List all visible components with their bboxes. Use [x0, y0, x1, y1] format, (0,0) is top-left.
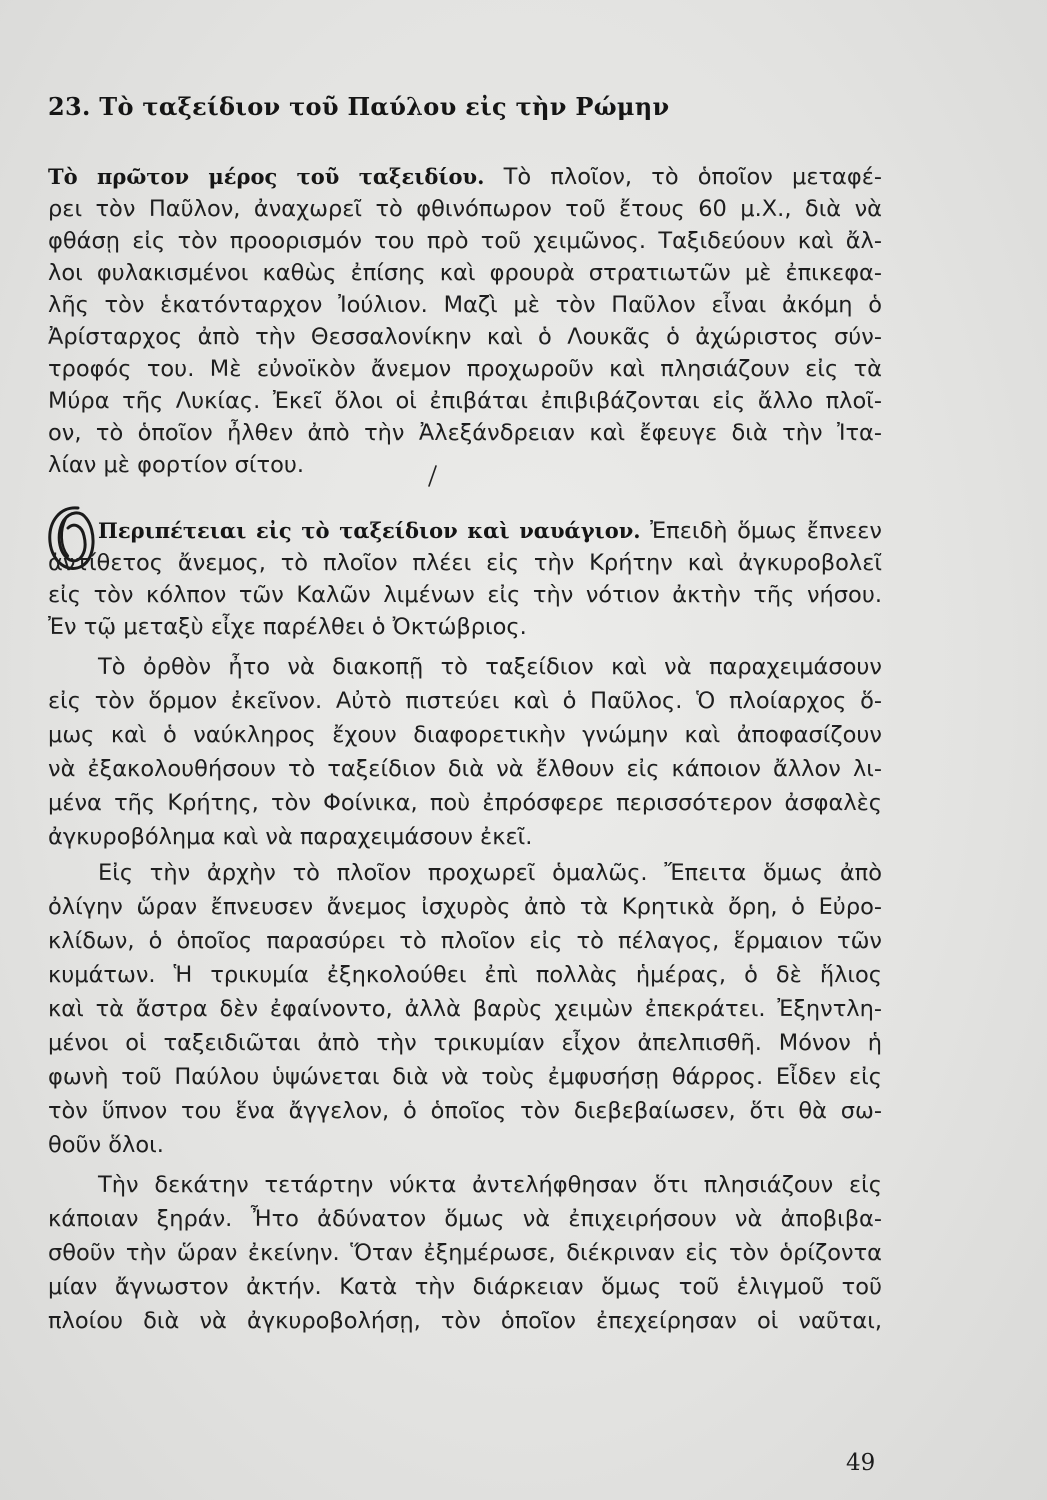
text-line: ρει τὸν Παῦλον, ἀναχωρεῖ τὸ φθινόπωρον τοῦ ἔτους 60 μ.Χ., διὰ νὰ [48, 196, 882, 222]
text-line: Ἐν τῷ μεταξὺ εἶχε παρέλθει ὁ Ὀκτώβριος. [48, 614, 527, 640]
text-line: νὰ ἐξακολουθήσουν τὸ ταξείδιον διὰ νὰ ἔλθουν εἰς κάποιον ἄλλον λι- [48, 756, 882, 782]
text-line: ον, τὸ ὁποῖον ἦλθεν ἀπὸ τὴν Ἀλεξάνδρειαν καὶ ἔφευγε διὰ τὴν Ἰτα- [48, 420, 882, 446]
text-line: εἰς τὸν κόλπον τῶν Καλῶν λιμένων εἰς τὴν νότιον ἀκτὴν τῆς νήσου. [48, 582, 882, 608]
text-line: κλίδων, ὁ ὁποῖος παρασύρει τὸ πλοῖον εἰς τὸ πέλαγος, ἕρμαιον τῶν [48, 928, 882, 954]
section2-first-line-text: Ἐπειδὴ ὅμως ἔπνεεν [640, 518, 882, 544]
text-line: τροφός του. Μὲ εὐνοϊκὸν ἄνεμον προχωροῦν καὶ πλησιάζουν εἰς τὰ [48, 356, 882, 382]
chapter-heading: 23. Τὸ ταξείδιον τοῦ Παύλου εἰς τὴν Ρώμην [48, 92, 670, 121]
text-line: εἰς τὸν ὅρμον ἐκεῖνον. Αὐτὸ πιστεύει καὶ ὁ Παῦλος. Ὁ πλοίαρχος ὅ- [48, 688, 882, 714]
section1-first-line [48, 162, 882, 192]
text-line: μένα τῆς Κρήτης, τὸν Φοίνικα, ποὺ ἐπρόσφερε περισσότερον ἀσφαλὲς [48, 790, 882, 816]
text-line: ὀλίγην ὥραν ἔπνευσεν ἄνεμος ἰσχυρὸς ἀπὸ τὰ Κρητικὰ ὄρη, ὁ Εὐρο- [48, 894, 882, 920]
text-line: μένοι οἱ ταξειδιῶται ἀπὸ τὴν τρικυμίαν εἶχον ἀπελπισθῆ. Μόνον ἡ [48, 1030, 882, 1056]
text-line: Τὴν δεκάτην τετάρτην νύκτα ἀντελήφθησαν ὅτι πλησιάζουν εἰς [98, 1172, 882, 1198]
section1-first-line-text: Τὸ πλοῖον, τὸ ὁποῖον μεταφέ- [484, 164, 882, 190]
text-line: κυμάτων. Ἡ τρικυμία ἐξηκολούθει ἐπὶ πολλὰς ἡμέρας, ὁ δὲ ἥλιος [48, 962, 882, 988]
page-number: 49 [846, 1450, 876, 1476]
text-line: μίαν ἄγνωστον ἀκτήν. Κατὰ τὴν διάρκειαν ὅμως τοῦ ἑλιγμοῦ τοῦ [48, 1274, 882, 1300]
text-line: Ἀρίσταρχος ἀπὸ τὴν Θεσσαλονίκην καὶ ὁ Λουκᾶς ὁ ἀχώριστος σύν- [48, 324, 882, 350]
text-line: λῆς τὸν ἑκατόνταρχον Ἰούλιον. Μαζὶ μὲ τὸν Παῦλον εἶναι ἀκόμη ὁ [48, 292, 882, 318]
text-line: καὶ τὰ ἄστρα δὲν ἐφαίνοντο, ἀλλὰ βαρὺς χειμὼν ἐπεκράτει. Ἐξηντλη- [48, 996, 882, 1022]
text-line: φθάσῃ εἰς τὸν προορισμόν του πρὸ τοῦ χειμῶνος. Ταξιδεύουν καὶ ἄλ- [48, 228, 882, 254]
text-line: Εἰς τὴν ἀρχὴν τὸ πλοῖον προχωρεῖ ὁμαλῶς. Ἔπειτα ὅμως ἀπὸ [98, 860, 882, 886]
text-line: λίαν μὲ φορτίον σίτου. [48, 452, 305, 478]
text-line: λοι φυλακισμένοι καθὼς ἐπίσης καὶ φρουρὰ στρατιωτῶν μὲ ἐπικεφα- [48, 260, 882, 286]
text-line: μως καὶ ὁ ναύκληρος ἔχουν διαφορετικὴν γνώμην καὶ ἀποφασίζουν [48, 722, 882, 748]
text-line: σθοῦν τὴν ὥραν ἐκείνην. Ὅταν ἐξημέρωσε, διέκριναν εἰς τὸν ὁρίζοντα [48, 1240, 882, 1266]
text-line: πλοίου διὰ νὰ ἀγκυροβολήσῃ, τὸν ὁποῖον ἐπεχείρησαν οἱ ναῦται, [48, 1308, 882, 1334]
text-line: Μύρα τῆς Λυκίας. Ἐκεῖ ὅλοι οἱ ἐπιβάται ἐπιβιβάζονται εἰς ἄλλο πλοῖ- [48, 388, 882, 414]
section2-subtitle: Περιπέτειαι εἰς τὸ ταξείδιον καὶ ναυάγιον. [98, 518, 641, 543]
section2-first-line [98, 516, 882, 546]
text-line: φωνὴ τοῦ Παύλου ὑψώνεται διὰ νὰ τοὺς ἐμφυσήσῃ θάρρος. Εἶδεν εἰς [48, 1064, 882, 1090]
text-line: κάποιαν ξηράν. Ἦτο ἀδύνατον ὅμως νὰ ἐπιχειρήσουν νὰ ἀποβιβα- [48, 1206, 882, 1232]
text-line: ἀγκυροβόλημα καὶ νὰ παραχειμάσουν ἐκεῖ. [48, 824, 533, 850]
text-line: θοῦν ὅλοι. [48, 1132, 164, 1158]
text-line: τὸν ὕπνον του ἕνα ἄγγελον, ὁ ὁποῖος τὸν διεβεβαίωσεν, ὅτι θὰ σω- [48, 1098, 882, 1124]
text-line: Τὸ ὀρθὸν ἦτο νὰ διακοπῇ τὸ ταξείδιον καὶ νὰ παραχειμάσουν [98, 654, 882, 680]
text-line: ἀντίθετος ἄνεμος, τὸ πλοῖον πλέει εἰς τὴν Κρήτην καὶ ἀγκυροβολεῖ [48, 550, 882, 576]
stray-pen-mark [425, 464, 439, 490]
section1-subtitle: Τὸ πρῶτον μέρος τοῦ ταξειδίου. [48, 164, 485, 189]
